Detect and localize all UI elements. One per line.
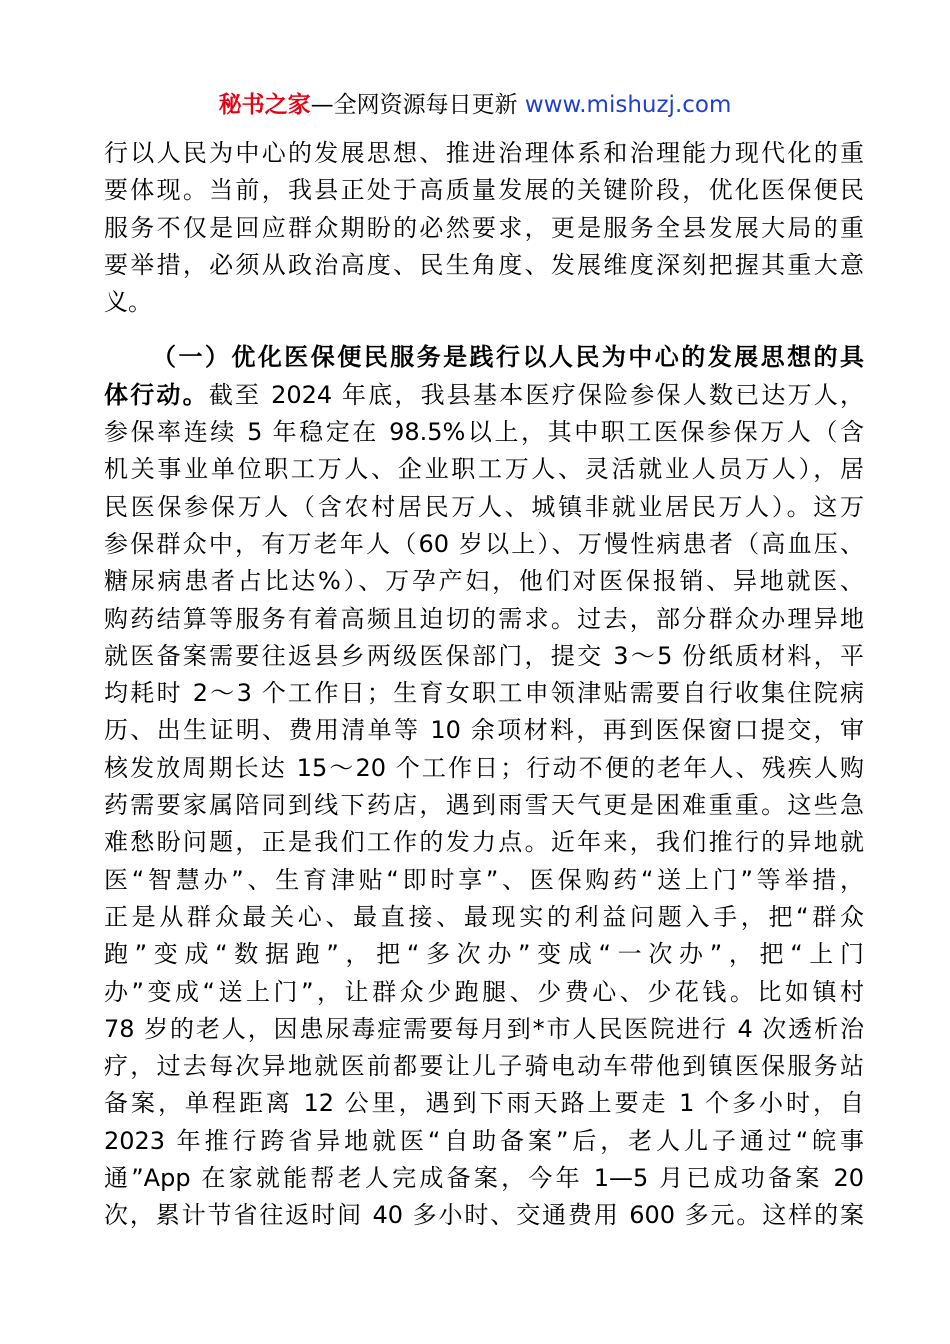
text-line: 行以人民为中心的发展思想、推进治理体系和治理能力现代化的重 xyxy=(104,139,864,167)
text-line: 78 岁的老人，因患尿毒症需要每月到*市人民医院进行 4 次透析治 xyxy=(104,1014,864,1043)
text-line: 核发放周期长达 15～20 个工作日；行动不便的老年人、残疾人购 xyxy=(104,753,864,782)
text-line: 医“智慧办”、生育津贴“即时享”、医保购药“送上门”等举措， xyxy=(104,865,864,894)
paragraph-1 xyxy=(104,135,864,321)
site-tagline: —全网资源每日更新 xyxy=(310,92,525,118)
section-heading-end: 体行动。 xyxy=(104,380,209,409)
text-line: 均耗时 2～3 个工作日；生育女职工申领津贴需要自行收集住院病 xyxy=(104,679,864,708)
site-header xyxy=(0,88,950,122)
text-line: 服务不仅是回应群众期盼的必然要求，更是服务全县发展大局的重 xyxy=(104,213,864,242)
text-line: 跑”变成“数据跑”，把“多次办”变成“一次办”，把“上门 xyxy=(104,940,864,969)
text-span: 截至 2024 年底，我县基本医疗保险参保人数已达万人， xyxy=(208,380,864,409)
text-line: 义。 xyxy=(104,288,152,317)
text-line: 疗，过去每次异地就医前都要让儿子骑电动车带他到镇医保服务站 xyxy=(104,1052,864,1081)
text-line: 历、出生证明、费用清单等 10 余项材料，再到医保窗口提交，审 xyxy=(104,716,864,745)
text-line: 正是从群众最关心、最直接、最现实的利益问题入手，把“群众 xyxy=(104,902,864,931)
text-line: 通”App 在家就能帮老人完成备案，今年 1—5 月已成功备案 20 xyxy=(104,1164,864,1193)
text-line: 购药结算等服务有着高频且迫切的需求。过去，部分群众办理异地 xyxy=(104,604,864,633)
text-line: 就医备案需要往返县乡两级医保部门，提交 3～5 份纸质材料，平 xyxy=(104,641,864,670)
text-line: 参保群众中，有万老年人（60 岁以上）、万慢性病患者（高血压、 xyxy=(104,529,864,558)
site-url-link[interactable]: www.mishuzj.com xyxy=(524,92,732,118)
section-heading-line: （一）优化医保便民服务是践行以人民为中心的发展思想的具 xyxy=(152,343,864,372)
site-brand: 秘书之家 xyxy=(218,92,311,118)
document-body xyxy=(104,135,864,1235)
text-line: 难愁盼问题，正是我们工作的发力点。近年来，我们推行的异地就 xyxy=(104,828,864,857)
text-line: 机关事业单位职工万人、企业职工万人、灵活就业人员万人），居 xyxy=(104,455,864,484)
text-line: 要举措，必须从政治高度、民生角度、发展维度深刻把握其重大意 xyxy=(104,250,864,279)
text-line: 要体现。当前，我县正处于高质量发展的关键阶段，优化医保便民 xyxy=(104,176,864,205)
text-line: 备案，单程距离 12 公里，遇到下雨天路上要走 1 个多小时，自 xyxy=(104,1089,864,1118)
text-line: 民医保参保万人（含农村居民万人、城镇非就业居民万人）。这万 xyxy=(104,492,864,521)
text-line: 参保率连续 5 年稳定在 98.5%以上，其中职工医保参保万人（含 xyxy=(104,418,864,447)
text-line: 2023 年推行跨省异地就医“自助备案”后，老人儿子通过“皖事 xyxy=(104,1126,864,1155)
text-line: 药需要家属陪同到线下药店，遇到雨雪天气更是困难重重。这些急 xyxy=(104,791,864,820)
paragraph-2 xyxy=(104,339,864,1234)
text-line: 办”变成“送上门”，让群众少跑腿、少费心、少花钱。比如镇村 xyxy=(104,977,864,1006)
text-line: 次，累计节省往返时间 40 多小时、交通费用 600 多元。这样的案 xyxy=(104,1201,864,1230)
text-line: 糖尿病患者占比达%）、万孕产妇，他们对医保报销、异地就医、 xyxy=(104,567,864,596)
text-line xyxy=(104,377,864,414)
